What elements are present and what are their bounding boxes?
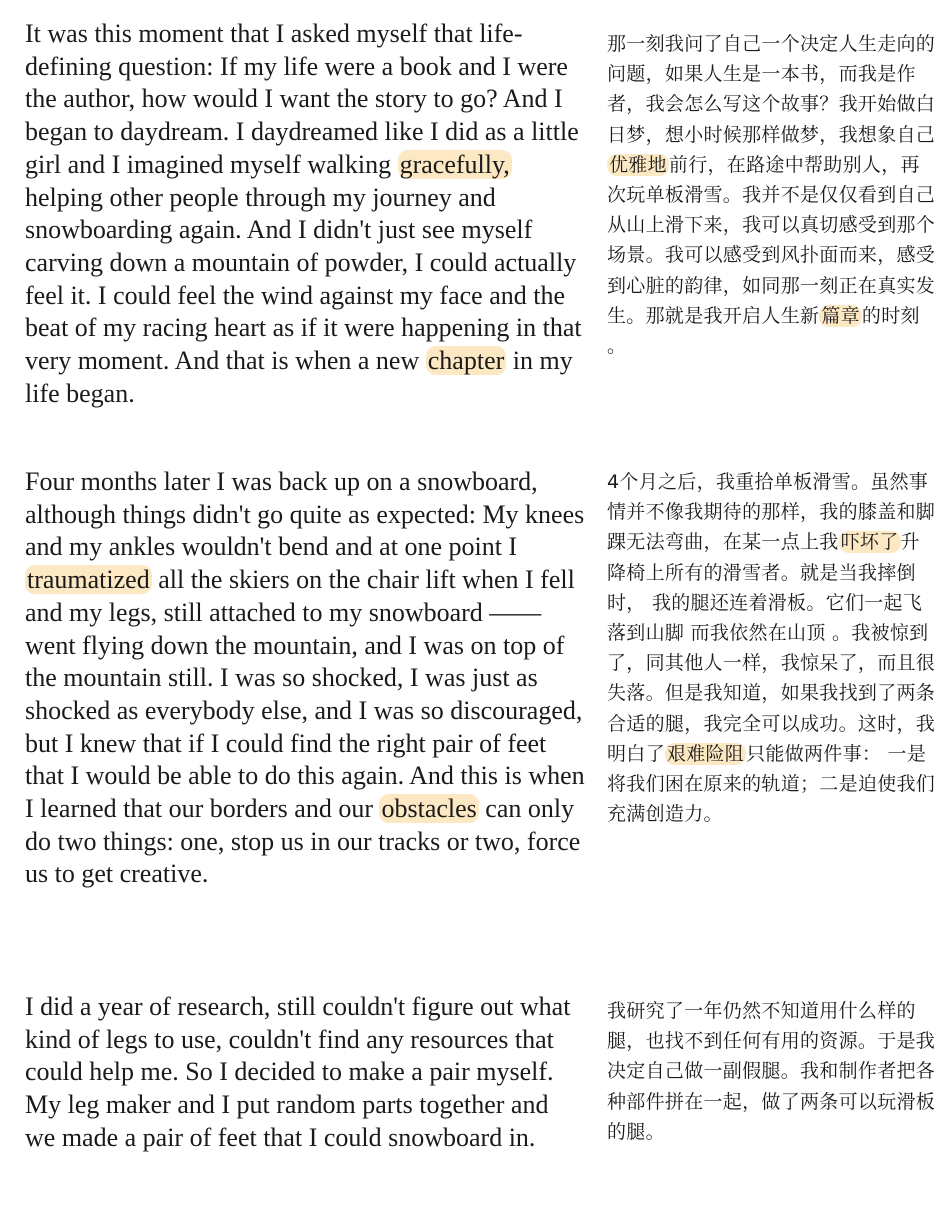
highlighted-word: chapter [427,346,505,376]
highlighted-word: 篇章 [821,304,860,327]
text-segment: helping other people through my journey and snowboarding again. And I didn't just see myself carving down a mountain of powder, I could actually feel it. I could feel the wind against my face and the beat of my racing heart as if it were happening in that very moment. And that is when a new [25,182,582,376]
highlighted-word: obstacles [381,794,477,824]
text-segment: can only do two things: one, stop us in our tracks or two, force us to get creative. [25,794,581,889]
text-segment: 我研究了一年仍然不知道用什么样的腿，也找不到任何有用的资源。于是我决定自己做一副假腿。我和制作者把各种部件拼在一起，做了两条可以玩滑板的腿。 [607,1000,936,1143]
highlighted-word: traumatized [27,565,150,595]
text-segment: 那一刻我问了自己一个决定人生走向的问题，如果人生是一本书，而我是作者，我会怎么写这个故事？我开始做白日梦，想小时候那样做梦，我想象自己 [607,33,936,146]
highlighted-word: 吓坏了 [840,531,899,554]
text-segment: 升降椅上所有的滑雪者。就是当我摔倒时， 我的腿还连着滑板。它们一起飞落到山脚 而我依然在山顶 。我被惊到了，同其他人一样，我惊呆了，而且很失落。但是我知道，如果我找到了两条合适的腿，我完全可以成功。这时，我明白了 [607,531,936,765]
chinese-paragraph-1 [607,29,937,361]
text-segment: all the skiers on the chair lift when I fell and my legs, still attached to my snowboard —— went flying down the mountain, and I was on top of the mountain still. I was so shocked, I was just as shocked as everybody else, and I was so discouraged, but I knew that if I could find the right pair of feet that I would be able to do this again. And this is when I learned that our borders and our [25,565,585,824]
chinese-paragraph-3 [607,996,937,1147]
highlighted-word: gracefully, [399,149,510,179]
highlighted-word: 优雅地 [609,153,667,176]
text-segment: 4个月之后，我重拾单板滑雪。虽然事情并不像我期待的那样，我的膝盖和脚踝无法弯曲，在某一点上我 [607,471,936,554]
english-paragraph-2 [25,466,585,891]
text-segment: Four months later I was back up on a snowboard, although things didn't go quite as expected: My knees and my ankles wouldn't bend and at one point I [25,467,585,562]
text-segment: 的时刻 。 [607,304,920,358]
english-paragraph-1 [25,18,585,410]
text-segment: 只能做两件事： 一是将我们困在原来的轨道；二是迫使我们充满创造力。 [607,742,936,826]
highlighted-word: 艰难险阻 [666,742,745,765]
text-segment: 前行，在路途中帮助别人，再次玩单板滑雪。我并不是仅仅看到自己从山上滑下来，我可以真切感受到那个场景。我可以感受到风扑面而来，感受到心脏的韵律，如同那一刻正在真实发生。那就是我开启人生新 [607,153,936,327]
english-paragraph-3 [25,991,585,1155]
chinese-paragraph-2 [607,467,937,829]
text-segment: It was this moment that I asked myself that life-defining question: If my life were a book and I were the author, how would I want the story to go? And I began to daydream. I daydreamed like I did as a little girl and I imagined myself walking [25,19,579,179]
text-segment: in my life began. [25,346,573,408]
text-segment: I did a year of research, still couldn't figure out what kind of legs to use, couldn't find any resources that could help me. So I decided to make a pair myself. My leg maker and I put random parts together and we made a pair of feet that I could snowboard in. [25,992,571,1152]
